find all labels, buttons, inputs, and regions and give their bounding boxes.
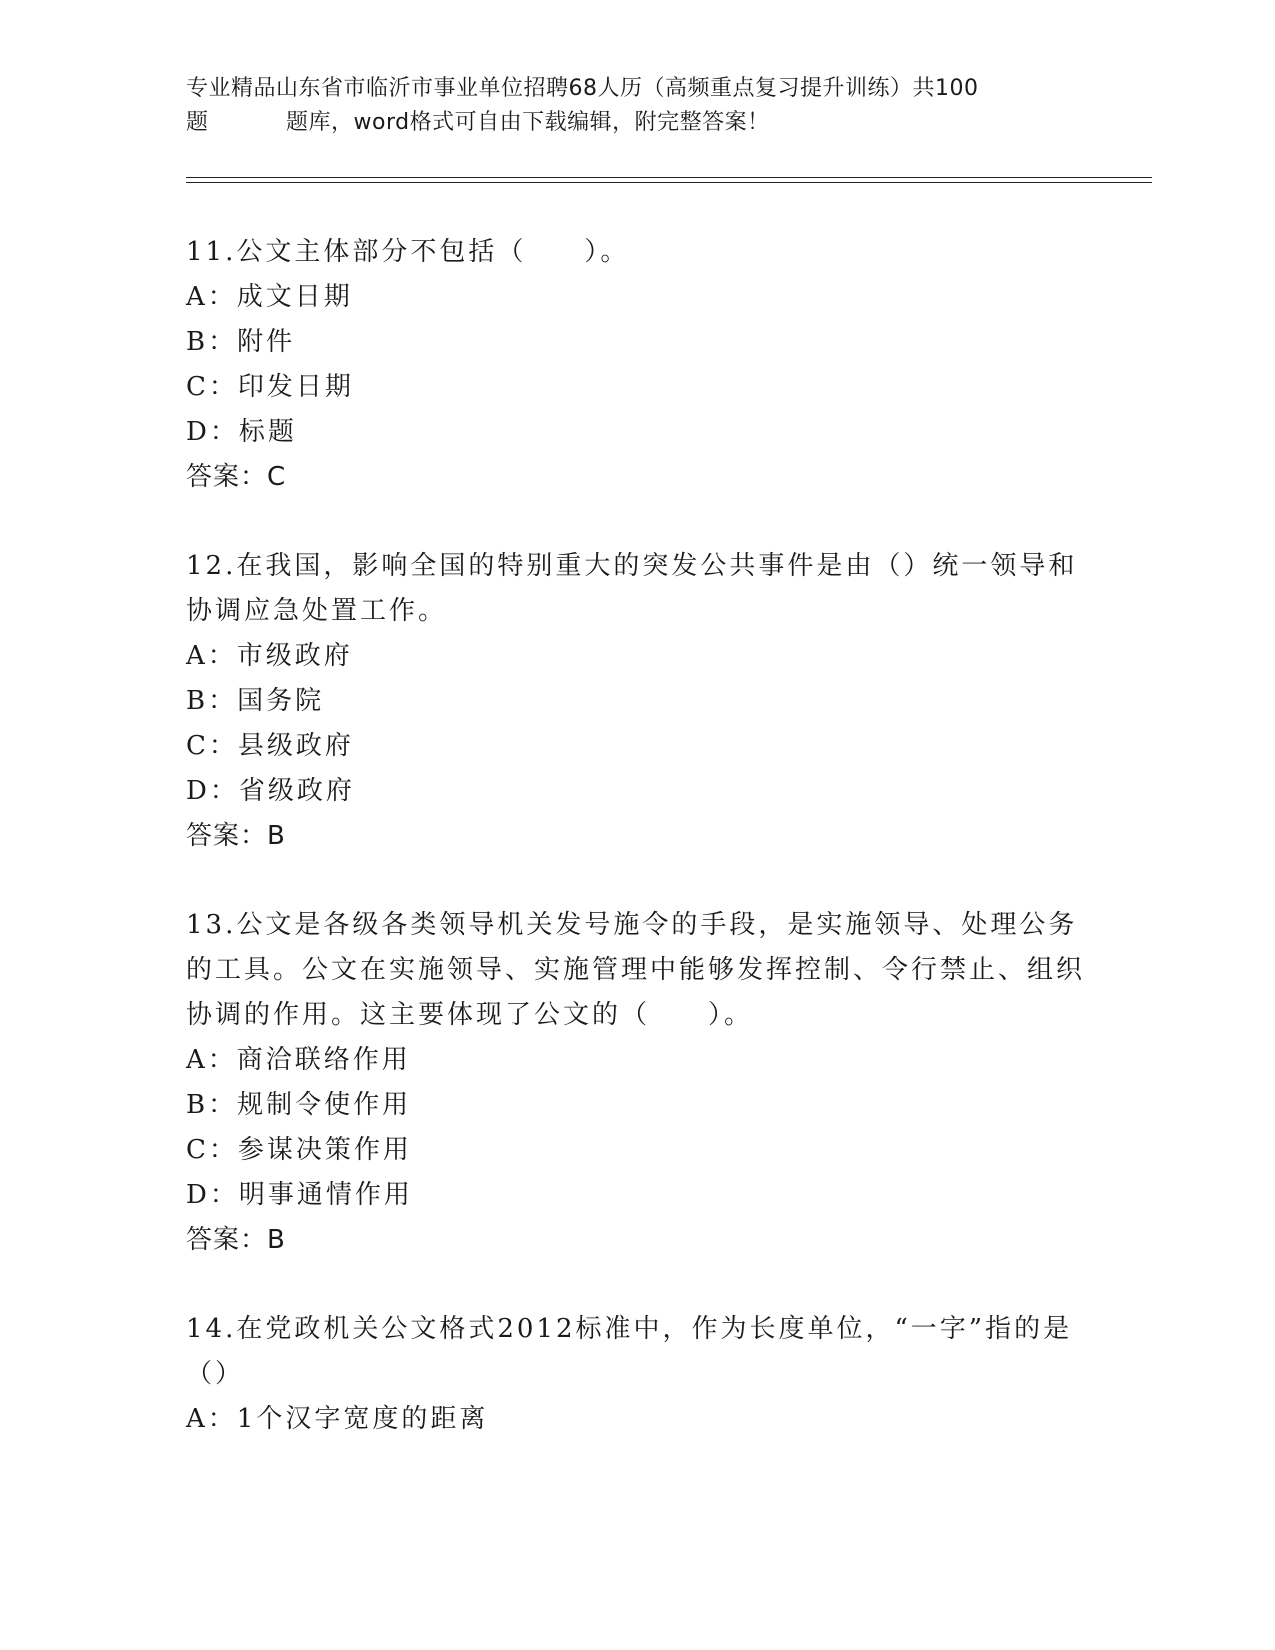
- question-option-a: A：成文日期: [186, 282, 353, 312]
- header-title-rest: 题库，word格式可自由下载编辑，附完整答案！: [286, 110, 770, 135]
- question-stem: 12.在我国，影响全国的特别重大的突发公共事件是由（）统一领导和协调应急处置工作。: [186, 551, 1078, 626]
- question-item: [186, 1307, 1086, 1442]
- question-option-b: B：附件: [186, 327, 296, 357]
- question-stem: 11.公文主体部分不包括（ ）。: [186, 237, 630, 267]
- question-answer: 答案：B: [186, 821, 286, 851]
- question-option-d: D：省级政府: [186, 776, 355, 806]
- header-title-label: 题: [186, 110, 209, 135]
- question-option-d: D：标题: [186, 417, 297, 447]
- question-option-c: C：印发日期: [186, 372, 354, 402]
- question-item: [186, 903, 1086, 1263]
- question-option-b: B：规制令使作用: [186, 1090, 412, 1120]
- question-item: [186, 544, 1086, 859]
- question-option-a: A：1个汉字宽度的距离: [186, 1404, 489, 1434]
- question-stem: 14.在党政机关公文格式2012标准中，作为长度单位，“一字”指的是（）: [186, 1314, 1073, 1389]
- question-stem: 13.公文是各级各类领导机关发号施令的手段，是实施领导、处理公务的工具。公文在实施领导、实施管理中能够发挥控制、令行禁止、组织协调的作用。这主要体现了公文的（ ）。: [186, 910, 1086, 1030]
- header-title-line1: 专业精品山东省市临沂市事业单位招聘68人历（高频重点复习提升训练）共100: [186, 76, 979, 101]
- question-option-c: C：参谋决策作用: [186, 1135, 412, 1165]
- question-item: [186, 230, 1086, 500]
- document-header: [186, 72, 1086, 140]
- question-option-c: C：县级政府: [186, 731, 354, 761]
- question-list: [186, 230, 1086, 1442]
- question-answer: 答案：C: [186, 462, 287, 492]
- question-option-b: B：国务院: [186, 686, 325, 716]
- question-option-a: A：市级政府: [186, 641, 353, 671]
- question-spacer: [186, 500, 1086, 544]
- question-answer: 答案：B: [186, 1225, 286, 1255]
- header-divider-bottom: [186, 182, 1152, 183]
- question-option-d: D：明事通情作用: [186, 1180, 413, 1210]
- question-spacer: [186, 859, 1086, 903]
- question-spacer: [186, 1263, 1086, 1307]
- header-divider-top: [186, 177, 1152, 178]
- question-option-a: A：商洽联络作用: [186, 1045, 411, 1075]
- header-title-line2: [186, 106, 1086, 140]
